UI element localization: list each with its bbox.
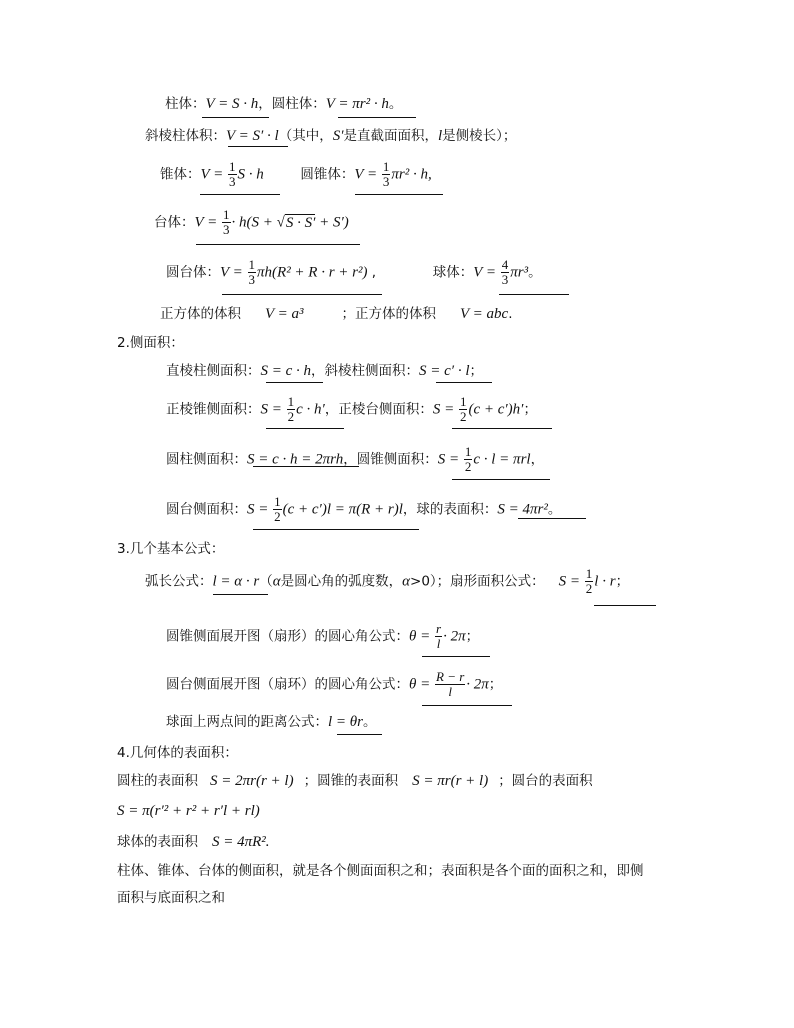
formula: V = S · h	[205, 96, 259, 112]
punct: ，	[530, 451, 545, 468]
formula: · 2π	[443, 628, 466, 645]
underline	[338, 117, 416, 118]
underline	[518, 518, 586, 519]
punct: 。	[363, 714, 377, 730]
numerator: 1	[229, 159, 236, 174]
underline	[253, 466, 359, 467]
formula: S =	[247, 501, 273, 518]
denominator: 2	[274, 509, 281, 524]
underline	[452, 428, 552, 429]
formula: θ =	[409, 628, 434, 645]
label: ，圆柱体：	[258, 96, 326, 112]
paragraph-line: 柱体、锥体、台体的侧面积，就是各个侧面面积之和；表面积是各个面的面积之和，即侧	[117, 863, 644, 879]
punct: 。	[388, 96, 403, 112]
label: （	[259, 573, 273, 590]
label: 圆柱的表面积	[117, 773, 198, 789]
formula: l = θr	[328, 714, 363, 730]
fraction	[464, 445, 473, 474]
numerator: R − r	[436, 669, 465, 684]
label: 球体的表面积	[117, 834, 198, 850]
label: 正方体的体积	[160, 306, 241, 322]
label: 柱体：	[165, 96, 206, 112]
denominator: l	[436, 636, 441, 651]
label: ；圆台的表面积	[498, 773, 593, 789]
denominator: 2	[585, 581, 593, 596]
numerator: 1	[459, 394, 467, 409]
punct: 。	[528, 264, 542, 281]
denominator: 3	[223, 222, 230, 237]
fraction	[273, 495, 282, 524]
numerator: 1	[248, 257, 256, 272]
punct: ；	[469, 363, 484, 379]
numerator: 4	[501, 257, 509, 272]
fraction	[435, 670, 465, 699]
label: >0）；扇形面积公式：	[410, 573, 545, 590]
underline	[422, 656, 490, 657]
underline	[266, 382, 323, 383]
row-yuantai-cemian	[166, 495, 561, 524]
denominator: 3	[382, 174, 390, 189]
label: 圆台体：	[166, 264, 220, 281]
formula: V =	[354, 166, 381, 183]
formula: l = α · r	[212, 573, 260, 590]
formula: S = c · h = 2πrh	[247, 451, 344, 468]
formula-yuantai-biaomian: S = π(r′² + r² + r′l + rl)	[117, 803, 260, 819]
formula: c · l = πrl	[473, 451, 531, 468]
label: 是直截面面积，	[343, 128, 438, 144]
label: ，圆锥侧面积：	[343, 451, 438, 468]
sqrt-term: S · S′	[285, 214, 316, 231]
punct: ；	[465, 628, 480, 645]
underline	[196, 244, 360, 245]
formula: (c + c′)l = π(R + r)l	[282, 501, 403, 518]
formula: S = 2πr(r + l)	[210, 773, 294, 789]
formula: V =	[220, 264, 247, 281]
punct: ；	[615, 573, 630, 590]
underline	[337, 734, 382, 735]
formula: + S′)	[315, 214, 349, 231]
underline	[422, 705, 512, 706]
row-yuanzhu-cemian	[166, 445, 544, 474]
row-taiti: 台体：V = $\frac{1}{3}$ · h(S + √S · S′ + S′)	[154, 207, 349, 237]
underline	[222, 294, 382, 295]
underline	[202, 117, 269, 118]
underline	[266, 428, 344, 429]
label: 球面上两点间的距离公式：	[166, 714, 328, 730]
row-xielengzhu	[145, 127, 516, 145]
fraction	[501, 258, 510, 287]
label: 是侧棱长）；	[442, 128, 517, 144]
label: 台体：	[154, 214, 195, 231]
label: 圆台侧面展开图（扇环）的圆心角公式：	[166, 676, 409, 693]
underline	[594, 605, 656, 606]
numerator: 1	[464, 444, 472, 459]
formula: S = 4πR².	[212, 834, 270, 850]
row-yuantai	[166, 258, 542, 287]
punct: .	[508, 306, 513, 322]
underline	[213, 594, 268, 595]
formula: V = πr² · h	[325, 96, 389, 112]
numerator: 1	[382, 159, 390, 174]
label: 圆台侧面积：	[166, 501, 247, 518]
formula: S = πr(r + l)	[412, 773, 489, 789]
row-zhenglengzhui	[166, 395, 537, 424]
formula: (c + c′)h′	[468, 401, 524, 418]
numerator: 1	[223, 207, 230, 222]
formula: · h(S +	[231, 214, 277, 231]
formula: V =	[194, 214, 222, 231]
row-yuanzhui-zhankai	[166, 622, 479, 651]
label: （其中，	[278, 128, 333, 144]
formula: πh(R² + R · r + r²)	[257, 264, 368, 281]
formula: θ =	[409, 676, 434, 693]
formula: c · h′	[296, 401, 325, 418]
fraction	[287, 395, 296, 424]
paragraph-line: 面积与底面积之和	[117, 890, 225, 906]
denominator: 3	[229, 174, 236, 189]
formula: V = a³	[265, 306, 304, 322]
label: ；正方体的体积	[341, 306, 437, 322]
section-heading: 3.几个基本公式：	[117, 541, 225, 557]
numerator: 1	[585, 566, 593, 581]
label: 弧长公式：	[145, 573, 213, 590]
denominator: 3	[248, 272, 256, 287]
underline	[253, 529, 419, 530]
label: 圆锥侧面展开图（扇形）的圆心角公式：	[166, 628, 409, 645]
label: 锥体：	[160, 166, 201, 183]
label: ；圆锥的表面积	[303, 773, 399, 789]
numerator: 1	[287, 394, 295, 409]
punct: ；	[523, 401, 537, 418]
row-huchang	[145, 567, 629, 596]
fraction	[222, 208, 231, 237]
formula: S = 4πr²	[497, 501, 548, 518]
fraction	[248, 258, 257, 287]
row-biaomianji	[117, 772, 593, 790]
denominator: 2	[459, 409, 467, 424]
formula: V =	[200, 166, 228, 183]
symbol: α	[402, 573, 411, 590]
symbol: S′	[332, 128, 344, 144]
row-yuantai-zhankai	[166, 670, 502, 699]
numerator: r	[436, 621, 442, 636]
section-heading: 2.侧面积：	[117, 335, 184, 351]
formula: πr² · h,	[391, 166, 432, 183]
symbol: l	[438, 128, 443, 144]
row-zhilengzhu	[166, 362, 483, 380]
fraction	[228, 160, 237, 189]
underline	[355, 194, 443, 195]
underline	[200, 194, 280, 195]
row-qiu-biaomian	[117, 833, 270, 851]
row-zhuiti	[160, 160, 432, 189]
formula: S · h	[237, 166, 264, 183]
label: 是圆心角的弧度数，	[280, 573, 403, 590]
formula: S = c · h	[260, 363, 312, 379]
fraction	[585, 567, 594, 596]
label: 圆柱侧面积：	[166, 451, 247, 468]
label: 直棱柱侧面积：	[166, 363, 261, 379]
denominator: 2	[287, 409, 295, 424]
row-zhengfang	[160, 305, 512, 323]
underline	[499, 294, 569, 295]
formula: S =	[260, 401, 286, 418]
underline	[436, 382, 492, 383]
denominator: l	[448, 684, 452, 699]
label: 正棱锥侧面积：	[166, 401, 261, 418]
section-heading: 4.几何体的表面积：	[117, 745, 238, 761]
underline	[228, 146, 288, 147]
formula: S =	[558, 573, 584, 590]
formula: S = c′ · l	[419, 363, 470, 379]
formula: V =	[473, 264, 500, 281]
denominator: 2	[464, 459, 472, 474]
label: 球体：	[432, 264, 474, 281]
denominator: 3	[501, 272, 509, 287]
numerator: 1	[274, 494, 281, 509]
punct: 。	[547, 501, 562, 518]
row-zhuti	[165, 95, 402, 113]
label: ，斜棱柱侧面积：	[311, 363, 420, 379]
label: 斜棱柱体积：	[145, 128, 226, 144]
punct: ,	[367, 264, 377, 281]
fraction	[459, 395, 468, 424]
row-qiumian	[166, 713, 377, 731]
label: 圆锥体：	[300, 166, 355, 183]
underline	[452, 479, 550, 480]
formula: · 2π	[466, 676, 489, 693]
label: ，球的表面积：	[402, 501, 498, 518]
formula: V = S′ · l	[226, 128, 279, 144]
formula: V = abc	[460, 306, 509, 322]
formula: S =	[432, 401, 458, 418]
symbol: α	[272, 573, 281, 590]
formula: l · r	[594, 573, 616, 590]
label: ，正棱台侧面积：	[324, 401, 433, 418]
formula: πr³	[510, 264, 529, 281]
fraction	[435, 622, 442, 651]
fraction	[382, 160, 391, 189]
formula: S =	[437, 451, 463, 468]
punct: ；	[488, 676, 503, 693]
